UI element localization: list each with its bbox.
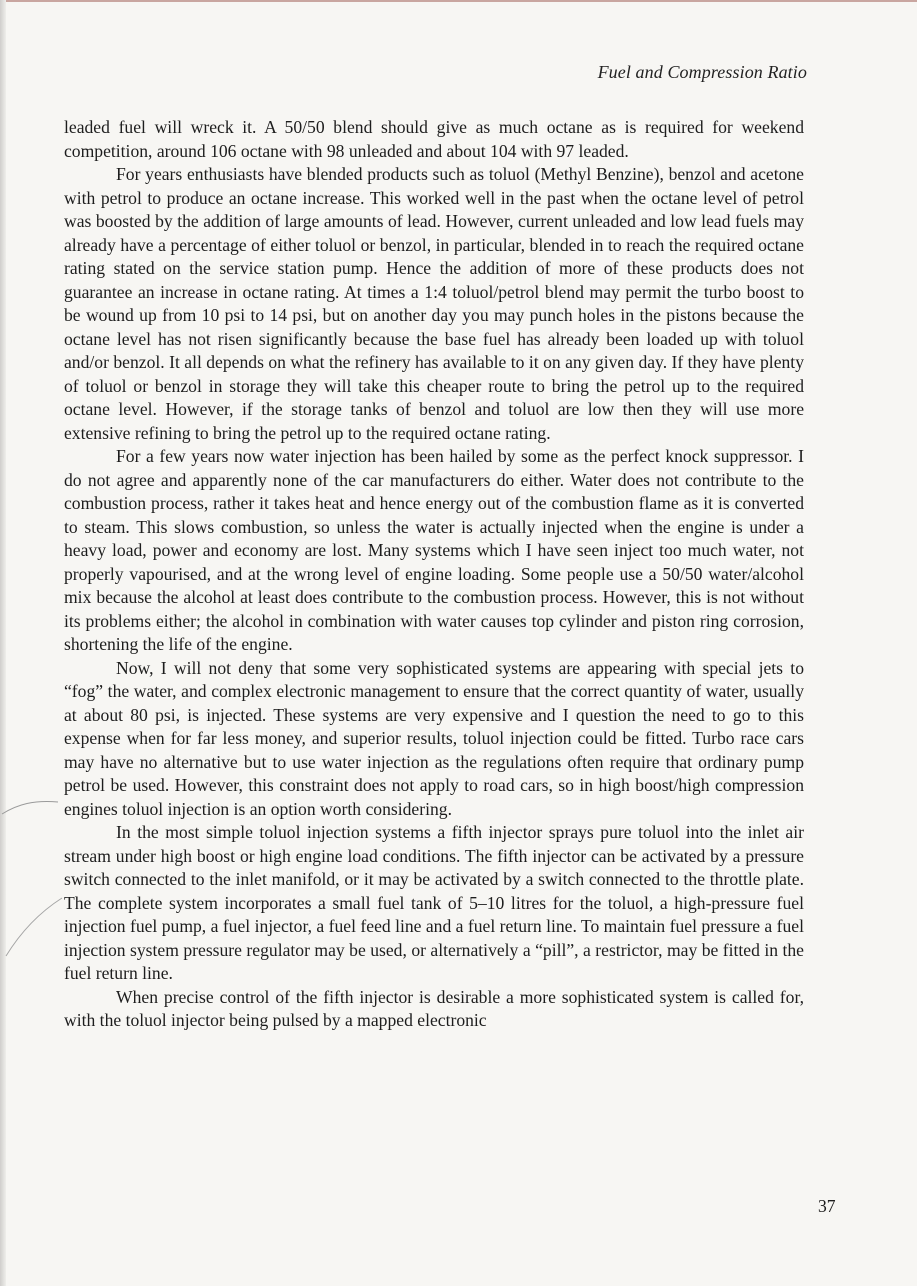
paragraph-3: For a few years now water injection has been hailed by some as the perfect knock suppressor. I do not agree and apparently none of the car manufacturers do either. Water does not contribute to the combustion process, rather it takes heat and hence energy out of the combustion flame as it is converted to steam. This slows combustion, so unless the water is actually injected when the engine is under a heavy load, power and economy are lost. Many systems which I have seen inject too much water, not properly vapourised, and at the wrong level of engine loading. Some people use a 50/50 water/alcohol mix because the alcohol at least does contribute to the combustion process. However, this is not without its problems either; the alcohol in combination with water causes top cylinder and piston ring corrosion, shortening the life of the engine. xyxy=(64,446,804,654)
page-gutter-shadow xyxy=(0,0,6,1286)
paragraph-2: For years enthusiasts have blended products such as toluol (Methyl Benzine), benzol and acetone with petrol to produce an octane increase. This worked well in the past when the octane level of petrol was boosted by the addition of large amounts of lead. However, current unleaded and low lead fuels may already have a percentage of either toluol or benzol, in particular, blended in to reach the required octane rating stated on the service station pump. Hence the addition of more of these products does not guarantee an increase in octane rating. At times a 1:4 toluol/petrol blend may permit the turbo boost to be wound up from 10 psi to 14 psi, but on another day you may punch holes in the pistons because the octane level has not risen significantly because the base fuel has already been loaded up with toluol and/or benzol. It all depends on what the refinery has available to it on any given day. If they have plenty of toluol or benzol in storage they will take this cheaper route to bring the petrol up to the required octane level. However, if the storage tanks of benzol and toluol are low then they will use more extensive refining to bring the petrol up to the required octane rating. xyxy=(64,164,804,443)
paragraph-6: When precise control of the fifth injector is desirable a more sophisticated system is called for, with the toluol injector being pulsed by a mapped electronic xyxy=(64,986,804,1030)
running-head-title: Fuel and Compression Ratio xyxy=(597,62,807,82)
paragraph-1: leaded fuel will wreck it. A 50/50 blend should give as much octane as is required for weekend competition, around 106 octane with 98 unleaded and about 104 with 97 leaded. xyxy=(64,117,804,161)
pencil-margin-mark xyxy=(0,780,70,960)
body-text xyxy=(64,116,804,1033)
paragraph-5: In the most simple toluol injection systems a fifth injector sprays pure toluol into the inlet air stream under high boost or high engine load conditions. The fifth injector can be activated by a pressure switch connected to the inlet manifold, or it may be activated by a switch connected to the throttle plate. The complete system incorporates a small fuel tank of 5–10 litres for the toluol, a high-pressure fuel injection fuel pump, a fuel injector, a fuel feed line and a fuel return line. To maintain fuel pressure a fuel injection system pressure regulator may be used, or alternatively a “pill”, a restrictor, may be fitted in the fuel return line. xyxy=(64,822,804,983)
page-number: 37 xyxy=(818,1196,836,1216)
top-edge-rule xyxy=(0,0,917,2)
paragraph-4: Now, I will not deny that some very sophisticated systems are appearing with special jets to “fog” the water, and complex electronic management to ensure that the correct quantity of water, usually at about 80 psi, is injected. These systems are very expensive and I question the need to go to this expense when for far less money, and superior results, toluol injection could be fitted. Turbo race cars may have no alternative but to use water injection as the regulations often require that ordinary pump petrol be used. However, this constraint does not apply to road cars, so in high boost/high compression engines toluol injection is an option worth considering. xyxy=(64,657,804,819)
